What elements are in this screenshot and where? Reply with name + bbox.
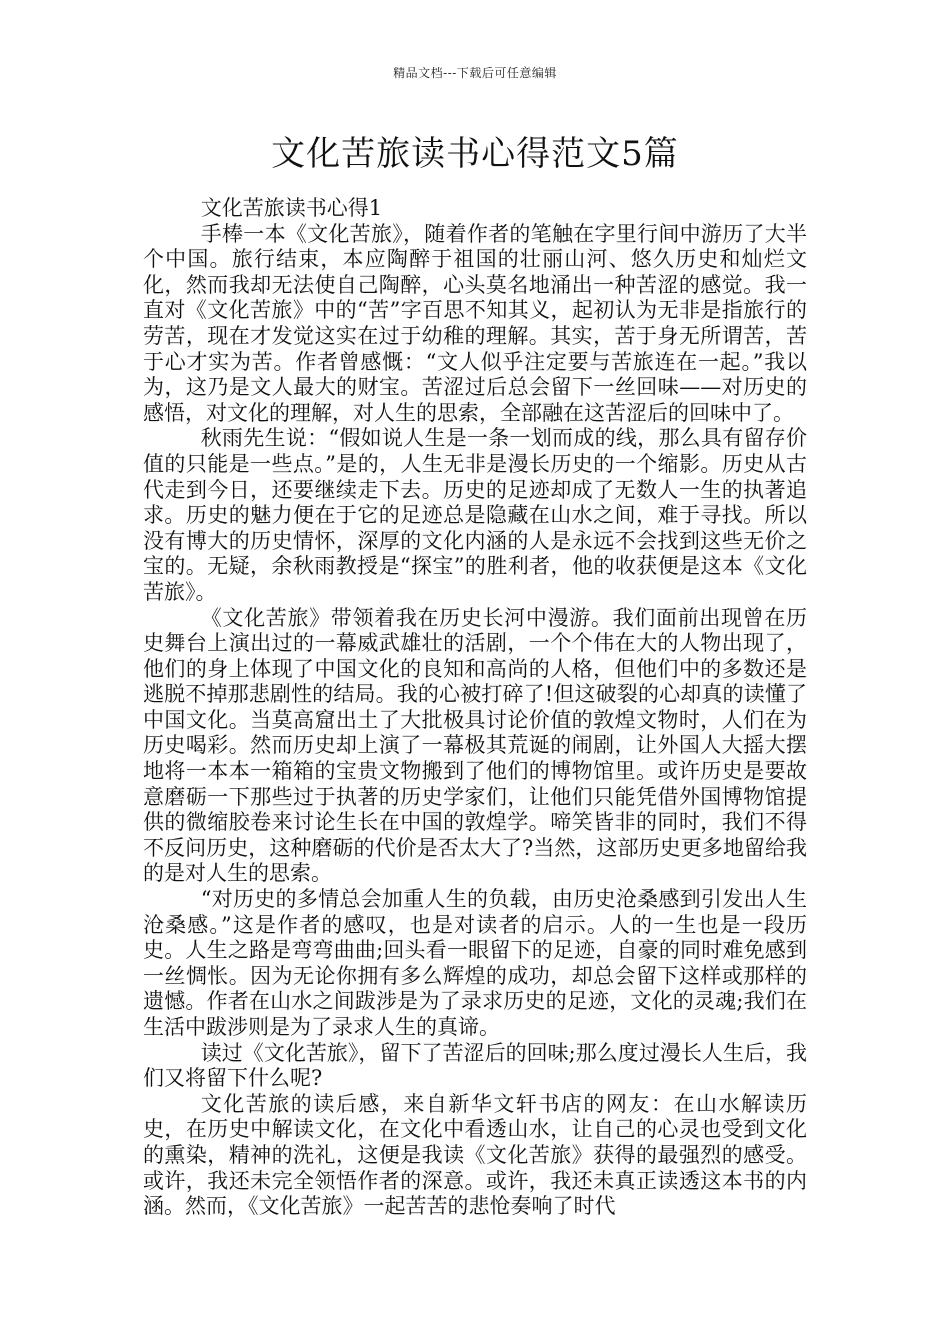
header-note: 精品文档---下载后可任意编辑 <box>393 66 557 80</box>
paragraph-3: 《文化苦旅》带领着我在历史长河中漫游。我们面前出现曾在历史舞台上演出过的一幕威武雄壮的活剧，一个个伟在大的人物出现了，他们的身上体现了中国文化的良知和高尚的人格，但他们中的多数还是逃脱不掉那悲剧性的结局。我的心被打碎了!但这破裂的心却真的读懂了中国文化。当莫高窟出土了大批极具讨论价值的敦煌文物时，人们在为历史喝彩。然而历史却上演了一幕极其荒诞的闹剧，让外国人大摇大摆地将一本本一箱箱的宝贵文物搬到了他们的博物馆里。或许历史是要故意磨砺一下那些过于执著的历史学家们，让他们只能凭借外国博物馆提供的微缩胶卷来讨论生长在中国的敦煌学。啼笑皆非的同时，我们不得不反问历史，这种磨砺的代价是否太大了?当然，这部历史更多地留给我的是对人生的思索。 <box>143 605 807 886</box>
document-body <box>143 196 807 1220</box>
paragraph-1: 手棒一本《文化苦旅》，随着作者的笔触在字里行间中游历了大半个中国。旅行结束，本应陶醉于祖国的壮丽山河、悠久历史和灿烂文化，然而我却无法使自己陶醉，心头莫名地涌出一种苦涩的感觉。我一直对《文化苦旅》中的“苦”字百思不知其义，起初认为无非是指旅行的劳苦，现在才发觉这实在过于幼稚的理解。其实，苦于身无所谓苦，苦于心才实为苦。作者曾感慨：“文人似乎注定要与苦旅连在一起。”我以为，这乃是文人最大的财宝。苦涩过后总会留下一丝回味——对历史的感悟，对文化的理解，对人生的思索，全部融在这苦涩后的回味中了。 <box>143 221 807 425</box>
paragraph-4: “对历史的多情总会加重人生的负载，由历史沧桑感到引发出人生沧桑感。”这是作者的感叹，也是对读者的启示。人的一生也是一段历史。人生之路是弯弯曲曲;回头看一眼留下的足迹，自豪的同时难免感到一丝惆怅。因为无论你拥有多么辉煌的成功，却总会留下这样或那样的遗憾。作者在山水之间跋涉是为了录求历史的足迹，文化的灵魂;我们在生活中跋涉则是为了录求人生的真谛。 <box>143 887 807 1039</box>
paragraph-6: 文化苦旅的读后感，来自新华文轩书店的网友：在山水解读历史，在历史中解读文化，在文化中看透山水，让自己的心灵也受到文化的熏染，精神的洗礼，这便是我读《文化苦旅》获得的最强烈的感受。或许，我还未完全领悟作者的深意。或许，我还未真正读透这本书的内涵。然而，《文化苦旅》一起苦苦的悲怆奏响了时代 <box>143 1091 807 1219</box>
section-heading: 文化苦旅读书心得1 <box>200 196 383 220</box>
document-title: 文化苦旅读书心得范文5篇 <box>271 134 679 174</box>
paragraph-5: 读过《文化苦旅》，留下了苦涩后的回味;那么度过漫长人生后，我们又将留下什么呢? <box>143 1040 807 1091</box>
paragraph-2: 秋雨先生说：“假如说人生是一条一划而成的线，那么具有留存价值的只能是一些点。”是的，人生无非是漫长历史的一个缩影。历史从古代走到今日，还要继续走下去。历史的足迹却成了无数人一生的执著追求。历史的魅力便在于它的足迹总是隐藏在山水之间，难于寻找。所以没有博大的历史情怀，深厚的文化内涵的人是永远不会找到这些无价之宝的。无疑，余秋雨教授是“探宝”的胜利者，他的收获便是这本《文化苦旅》。 <box>143 426 807 604</box>
